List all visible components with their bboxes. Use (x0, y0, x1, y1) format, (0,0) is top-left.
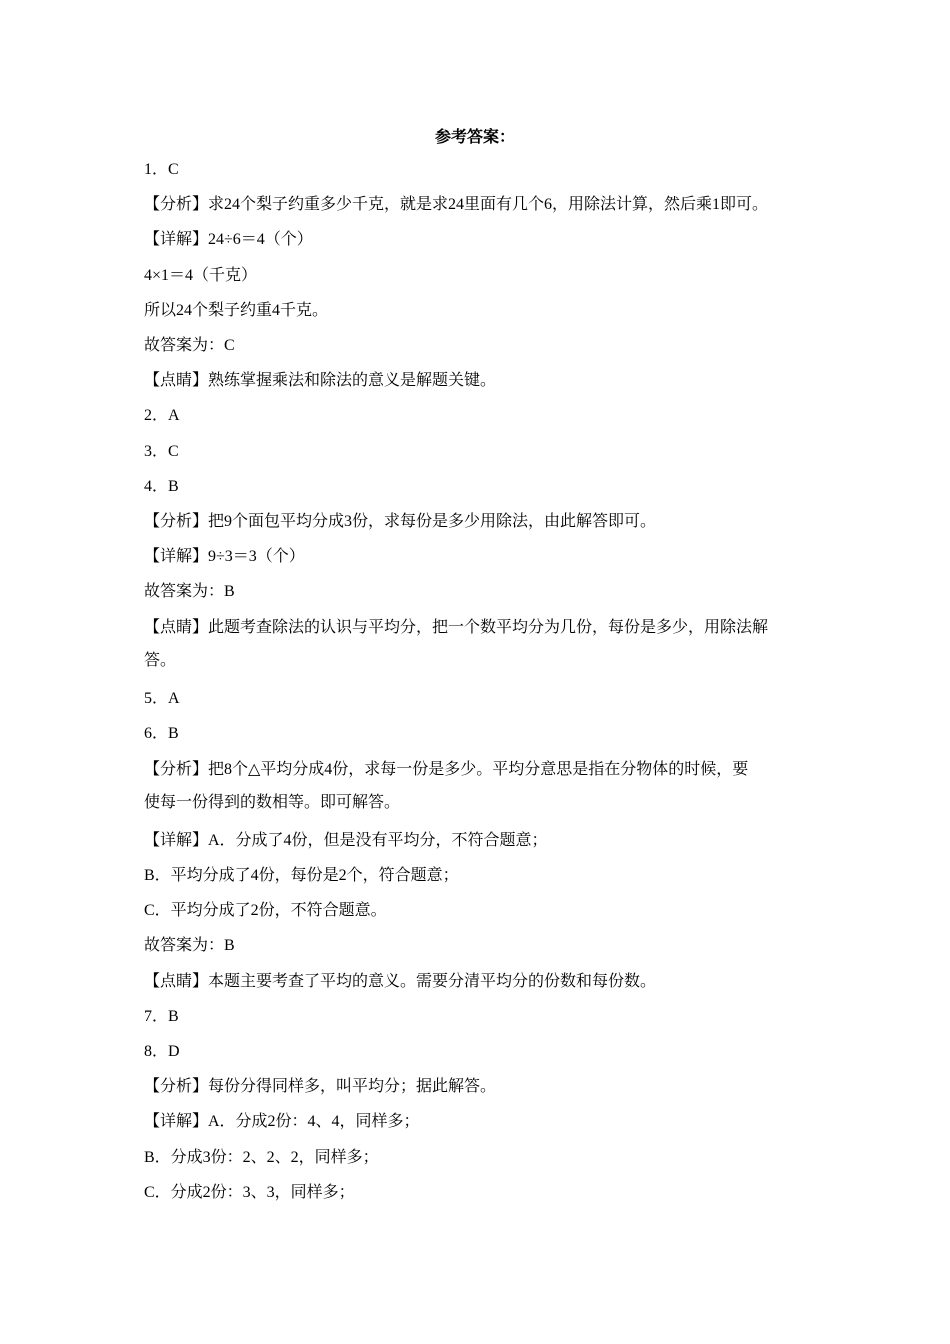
detail-line: 【详解】A．分成了4份，但是没有平均分，不符合题意； (144, 831, 548, 849)
detail-line: 【详解】24÷6＝4（个） (144, 231, 313, 249)
detail-line: C．分成2份：3、3，同样多； (144, 1183, 355, 1201)
comment-line-continued: 答。 (144, 651, 177, 669)
detail-line: 4×1＝4（千克） (144, 266, 258, 284)
detail-line: 【详解】A．分成2份：4、4，同样多； (144, 1113, 420, 1131)
answer-line: 3．C (144, 442, 179, 460)
answer-line: 7．B (144, 1007, 179, 1025)
answer-line: 8．D (144, 1042, 180, 1060)
page-title: 参考答案： (434, 129, 515, 146)
answer-content (144, 152, 824, 1210)
analysis-line: 【分析】每份分得同样多，叫平均分；据此解答。 (144, 1078, 497, 1096)
analysis-line: 【分析】求24个梨子约重多少千克，就是求24里面有几个6，用除法计算，然后乘1即可。 (144, 196, 769, 214)
answer-line: 5．A (144, 689, 180, 707)
conclusion-line: 故答案为：B (144, 937, 235, 955)
answer-line: 4．B (144, 477, 179, 495)
conclusion-line: 故答案为：C (144, 336, 235, 354)
detail-line: B．分成3份：2、2、2，同样多； (144, 1148, 379, 1166)
answer-line: 6．B (144, 725, 179, 743)
comment-line: 【点睛】此题考查除法的认识与平均分，把一个数平均分为几份，每份是多少，用除法解 (144, 619, 769, 637)
analysis-line: 【分析】把8个△平均分成4份，求每一份是多少。平均分意思是指在分物体的时候，要 (144, 761, 749, 779)
conclusion-line: 故答案为：B (144, 583, 235, 601)
detail-line: B．平均分成了4份，每份是2个，符合题意； (144, 867, 459, 884)
comment-line: 【点睛】熟练掌握乘法和除法的意义是解题关键。 (144, 372, 497, 390)
detail-line: 所以24个梨子约重4千克。 (144, 301, 329, 319)
analysis-line-continued: 使每一份得到的数相等。即可解答。 (144, 793, 401, 811)
detail-line: C．平均分成了2份，不符合题意。 (144, 902, 387, 920)
answer-line: 2．A (144, 407, 180, 425)
analysis-line: 【分析】把9个面包平均分成3份，求每份是多少用除法，由此解答即可。 (144, 512, 657, 530)
answer-line: 1．C (144, 161, 179, 178)
comment-line: 【点睛】本题主要考查了平均的意义。需要分清平均分的份数和每份数。 (144, 972, 657, 990)
detail-line: 【详解】9÷3＝3（个） (144, 548, 305, 566)
